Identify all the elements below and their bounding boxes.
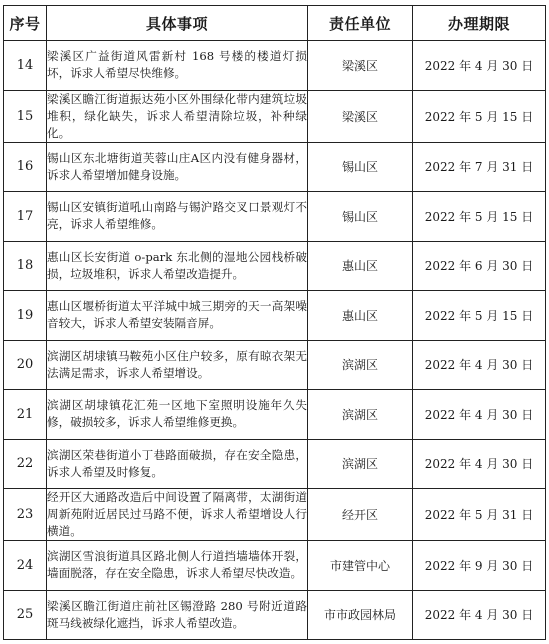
cell-no: 15 (4, 90, 47, 142)
cell-no: 23 (4, 489, 47, 541)
cell-item: 惠山区堰桥街道太平洋城中城三期旁的天一高架噪音较大，诉求人希望安装隔音屏。 (47, 291, 308, 341)
tasks-table (3, 5, 546, 640)
cell-deadline: 2022 年 4 月 30 日 (413, 41, 546, 91)
cell-deadline: 2022 年 6 月 30 日 (413, 241, 546, 291)
cell-deadline: 2022 年 5 月 15 日 (413, 192, 546, 242)
table-row (4, 291, 546, 341)
cell-deadline: 2022 年 4 月 30 日 (413, 590, 546, 640)
table-body (4, 41, 546, 640)
cell-no: 20 (4, 340, 47, 390)
table-row (4, 541, 546, 591)
cell-deadline: 2022 年 4 月 30 日 (413, 340, 546, 390)
cell-item: 滨湖区胡埭镇花汇苑一区地下室照明设施年久失修，破损较多，诉求人希望维修更换。 (47, 390, 308, 440)
cell-item: 锡山区东北塘街道芙蓉山庄A区内没有健身器材，诉求人希望增加健身设施。 (47, 142, 308, 192)
table-row (4, 390, 546, 440)
cell-unit: 惠山区 (308, 241, 413, 291)
table-row (4, 241, 546, 291)
header-deadline: 办理期限 (413, 6, 546, 41)
cell-deadline: 2022 年 4 月 30 日 (413, 439, 546, 489)
cell-deadline: 2022 年 7 月 31 日 (413, 142, 546, 192)
cell-unit: 锡山区 (308, 142, 413, 192)
cell-item: 经开区大通路改造后中间设置了隔离带，太湖街道周新苑附近居民过马路不便，诉求人希望增设人行横道。 (47, 489, 308, 541)
header-unit: 责任单位 (308, 6, 413, 41)
cell-item: 滨湖区荣巷街道小丁巷路面破损，存在安全隐患，诉求人希望及时修复。 (47, 439, 308, 489)
table-row (4, 41, 546, 91)
cell-no: 16 (4, 142, 47, 192)
cell-deadline: 2022 年 5 月 31 日 (413, 489, 546, 541)
cell-item: 滨湖区雪浪街道具区路北侧人行道挡墙墙体开裂，墙面脱落，存在安全隐患，诉求人希望尽快改造。 (47, 541, 308, 591)
cell-deadline: 2022 年 5 月 15 日 (413, 90, 546, 142)
cell-item: 梁溪区瞻江街道振达苑小区外围绿化带内建筑垃圾堆积，绿化缺失，诉求人希望清除垃圾，补种绿化。 (47, 90, 308, 142)
table-row (4, 90, 546, 142)
cell-no: 21 (4, 390, 47, 440)
cell-deadline: 2022 年 9 月 30 日 (413, 541, 546, 591)
table-header-row (4, 6, 546, 41)
cell-no: 19 (4, 291, 47, 341)
header-item: 具体事项 (47, 6, 308, 41)
table-row (4, 439, 546, 489)
table-row (4, 340, 546, 390)
cell-no: 17 (4, 192, 47, 242)
table-row (4, 489, 546, 541)
cell-unit: 市市政园林局 (308, 590, 413, 640)
table-row (4, 192, 546, 242)
table-row (4, 590, 546, 640)
cell-unit: 锡山区 (308, 192, 413, 242)
cell-unit: 滨湖区 (308, 390, 413, 440)
cell-deadline: 2022 年 5 月 15 日 (413, 291, 546, 341)
cell-deadline: 2022 年 4 月 30 日 (413, 390, 546, 440)
cell-no: 24 (4, 541, 47, 591)
cell-no: 22 (4, 439, 47, 489)
table-row (4, 142, 546, 192)
cell-item: 锡山区安镇街道吼山南路与锡沪路交叉口景观灯不亮，诉求人希望维修。 (47, 192, 308, 242)
cell-unit: 滨湖区 (308, 439, 413, 489)
cell-item: 梁溪区瞻江街道庄前社区锡澄路 280 号附近道路斑马线被绿化遮挡，诉求人希望改造。 (47, 590, 308, 640)
cell-unit: 梁溪区 (308, 90, 413, 142)
cell-no: 14 (4, 41, 47, 91)
cell-unit: 经开区 (308, 489, 413, 541)
cell-unit: 滨湖区 (308, 340, 413, 390)
cell-unit: 梁溪区 (308, 41, 413, 91)
cell-unit: 惠山区 (308, 291, 413, 341)
header-no: 序号 (4, 6, 47, 41)
cell-unit: 市建管中心 (308, 541, 413, 591)
cell-no: 25 (4, 590, 47, 640)
cell-item: 梁溪区广益街道风雷新村 168 号楼的楼道灯损坏，诉求人希望尽快维修。 (47, 41, 308, 91)
cell-item: 惠山区长安街道 o-park 东北侧的湿地公园栈桥破损，垃圾堆积，诉求人希望改造提升。 (47, 241, 308, 291)
cell-no: 18 (4, 241, 47, 291)
cell-item: 滨湖区胡埭镇马鞍苑小区住户较多，原有晾衣架无法满足需求，诉求人希望增设。 (47, 340, 308, 390)
